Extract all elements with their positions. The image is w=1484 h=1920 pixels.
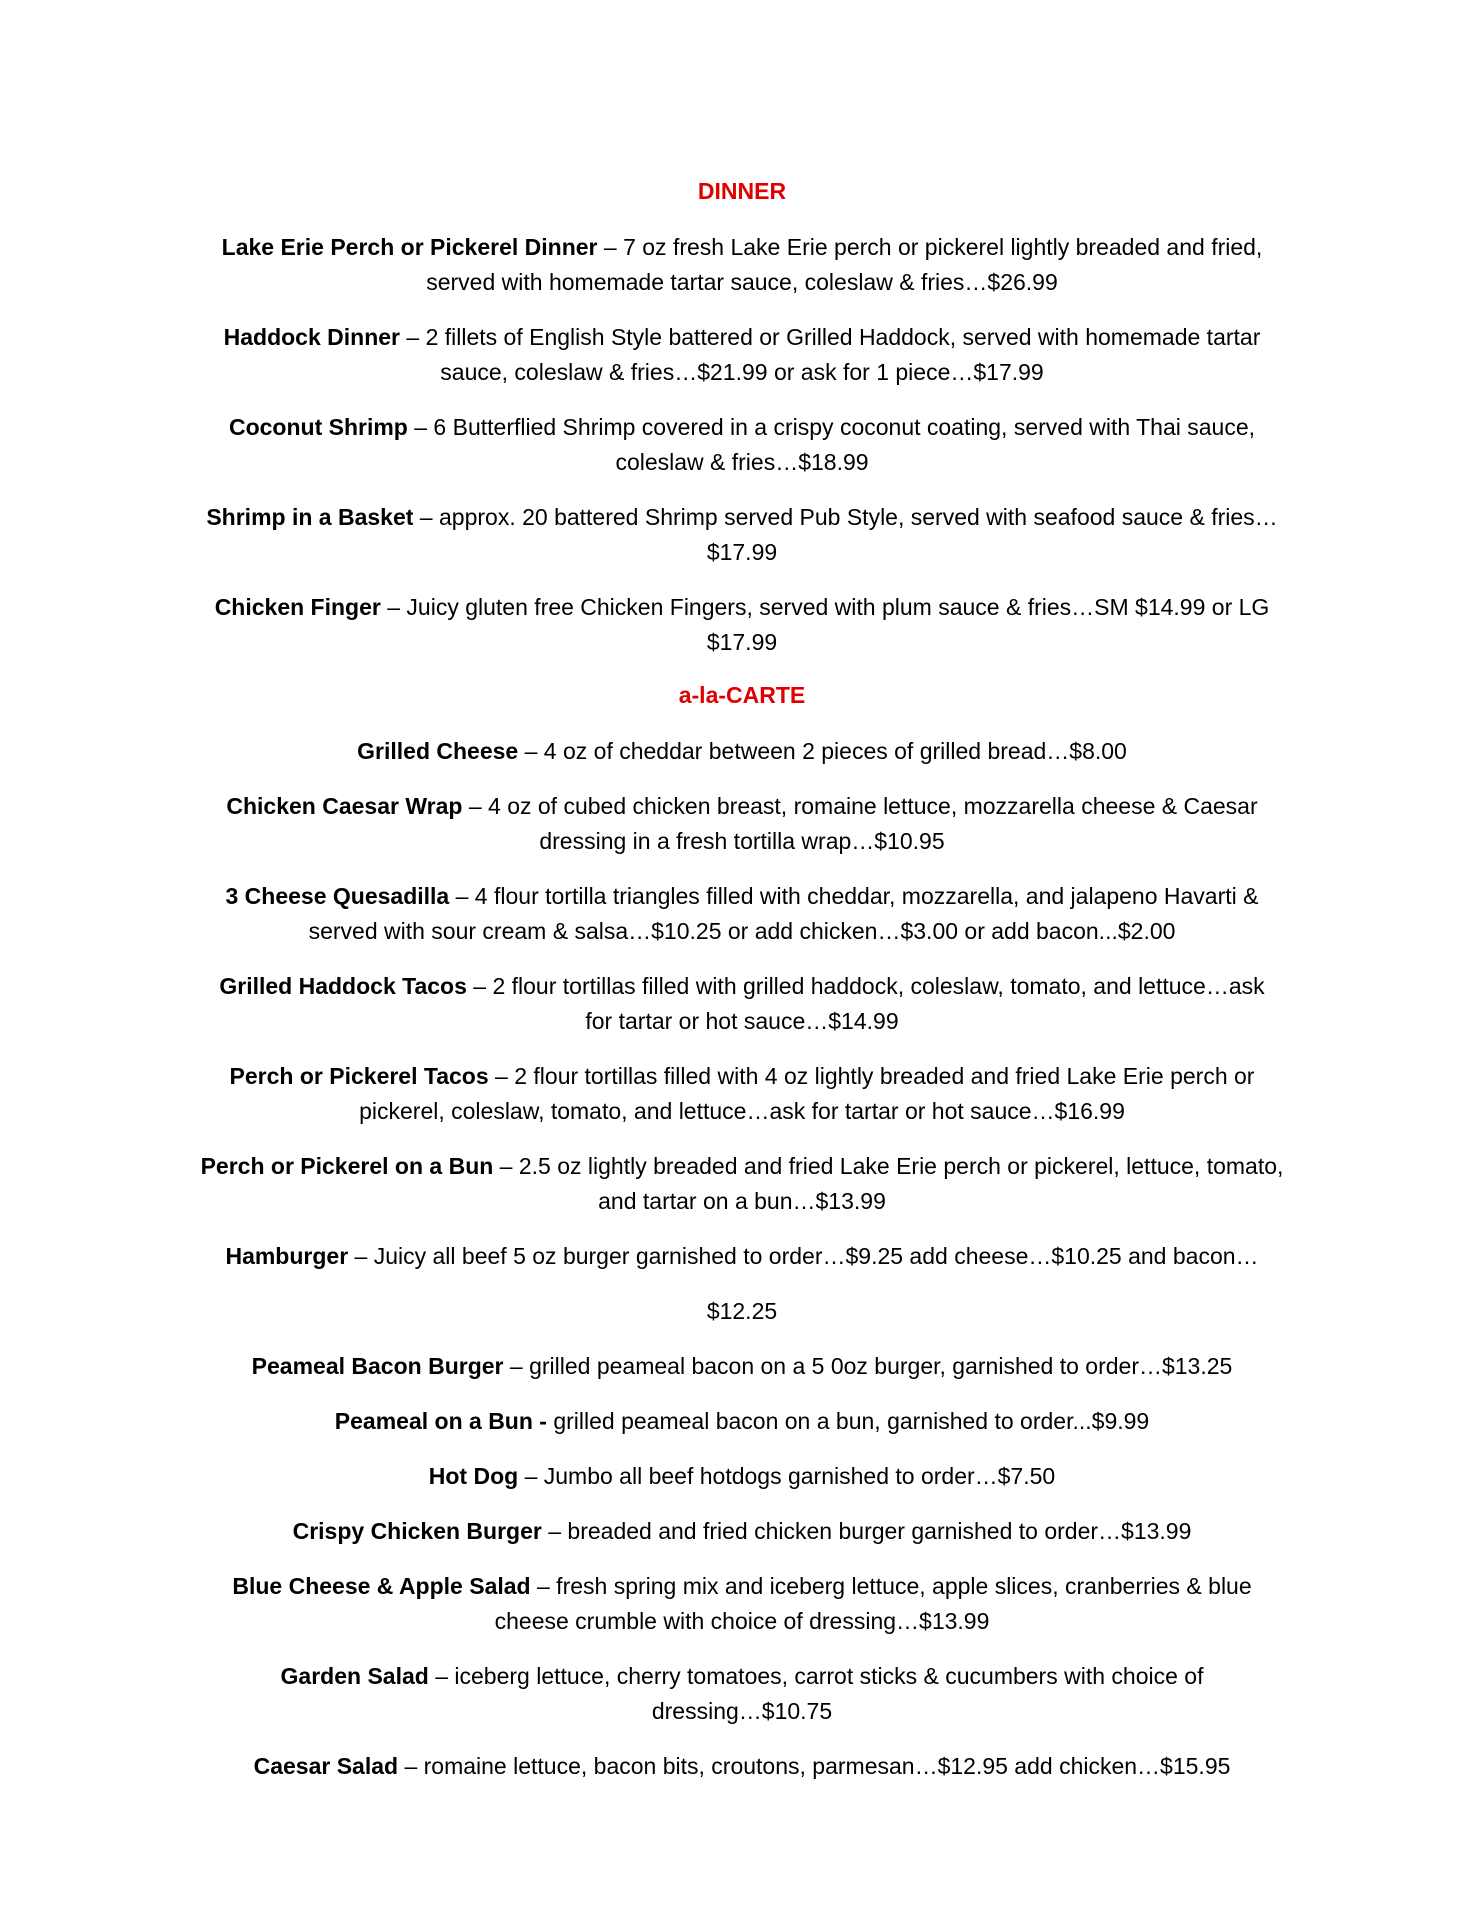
item-description: – approx. 20 battered Shrimp served Pub Style, served with seafood sauce & fries… xyxy=(413,504,1278,530)
item-line-2: $17.99 xyxy=(706,629,778,655)
menu-item-shrimp-in-a-basket xyxy=(170,500,1314,570)
item-description: – 7 oz fresh Lake Erie perch or pickerel lightly breaded and fried, xyxy=(597,234,1263,260)
item-name: Grilled Haddock Tacos xyxy=(219,973,467,999)
menu-item-blue-cheese-apple-salad xyxy=(170,1569,1314,1639)
item-description: – 4 oz of cubed chicken breast, romaine lettuce, mozzarella cheese & Caesar xyxy=(462,793,1258,819)
item-line-1 xyxy=(170,230,1314,265)
item-line-1 xyxy=(170,320,1314,355)
item-name: Chicken Caesar Wrap xyxy=(226,793,463,819)
item-line-1 xyxy=(170,1239,1314,1274)
item-line-1 xyxy=(170,1569,1314,1604)
menu-item-chicken-caesar-wrap xyxy=(170,789,1314,859)
item-line-2: coleslaw & fries…$18.99 xyxy=(615,449,869,475)
item-line-2: and tartar on a bun…$13.99 xyxy=(598,1188,886,1214)
menu-item-haddock-dinner xyxy=(170,320,1314,390)
dinner-heading: DINNER xyxy=(697,178,787,204)
item-name: Blue Cheese & Apple Salad xyxy=(232,1573,531,1599)
item-description: – Jumbo all beef hotdogs garnished to order…$7.50 xyxy=(518,1463,1056,1489)
item-name: Crispy Chicken Burger xyxy=(292,1518,542,1544)
item-description: – breaded and fried chicken burger garnished to order…$13.99 xyxy=(541,1518,1192,1544)
item-name: Peameal on a Bun - xyxy=(334,1408,547,1434)
item-name: Garden Salad xyxy=(280,1663,429,1689)
item-description: – 6 Butterflied Shrimp covered in a crispy coconut coating, served with Thai sauce, xyxy=(407,414,1256,440)
item-name: Coconut Shrimp xyxy=(228,414,408,440)
item-line-1 xyxy=(170,1459,1314,1494)
item-line-1 xyxy=(170,879,1314,914)
menu-item-hot-dog xyxy=(170,1459,1314,1494)
item-line-1 xyxy=(170,1059,1314,1094)
item-line-1 xyxy=(170,590,1314,625)
menu-item-crispy-chicken-burger xyxy=(170,1514,1314,1549)
menu-item-caesar-salad xyxy=(170,1749,1314,1784)
menu-item-peameal-bacon-burger xyxy=(170,1349,1314,1384)
menu-item-grilled-haddock-tacos xyxy=(170,969,1314,1039)
item-line-1 xyxy=(170,1349,1314,1384)
menu-item-chicken-finger xyxy=(170,590,1314,660)
item-line-1 xyxy=(170,734,1314,769)
item-name: Hamburger xyxy=(225,1243,349,1269)
item-line-2: dressing in a fresh tortilla wrap…$10.95 xyxy=(539,828,945,854)
item-line-2: sauce, coleslaw & fries…$21.99 or ask for 1 piece…$17.99 xyxy=(440,359,1044,385)
item-line-1 xyxy=(170,410,1314,445)
item-line-2: served with homemade tartar sauce, coleslaw & fries…$26.99 xyxy=(426,269,1058,295)
item-name: Chicken Finger xyxy=(214,594,381,620)
item-line-1 xyxy=(170,1149,1314,1184)
menu-item-hamburger xyxy=(170,1239,1314,1274)
menu-item-coconut-shrimp xyxy=(170,410,1314,480)
menu-item-perch-pickerel-on-a-bun xyxy=(170,1149,1314,1219)
menu-item-garden-salad xyxy=(170,1659,1314,1729)
item-line-1 xyxy=(170,789,1314,824)
item-description: – fresh spring mix and iceberg lettuce, apple slices, cranberries & blue xyxy=(530,1573,1252,1599)
item-line-1 xyxy=(170,969,1314,1004)
item-line-2: served with sour cream & salsa…$10.25 or add chicken…$3.00 or add bacon...$2.00 xyxy=(308,918,1176,944)
item-line-2: pickerel, coleslaw, tomato, and lettuce…ask for tartar or hot sauce…$16.99 xyxy=(359,1098,1125,1124)
item-line-1 xyxy=(170,1749,1314,1784)
item-name: Caesar Salad xyxy=(253,1753,399,1779)
menu-item-grilled-cheese xyxy=(170,734,1314,769)
menu-item-lake-erie-perch-dinner xyxy=(170,230,1314,300)
menu-item-perch-pickerel-tacos xyxy=(170,1059,1314,1129)
item-line-1 xyxy=(170,1659,1314,1694)
menu-item-3-cheese-quesadilla xyxy=(170,879,1314,949)
item-description: grilled peameal bacon on a bun, garnished to order...$9.99 xyxy=(546,1408,1150,1434)
item-name: Shrimp in a Basket xyxy=(206,504,414,530)
item-description: – romaine lettuce, bacon bits, croutons, parmesan…$12.95 add chicken…$15.95 xyxy=(398,1753,1231,1779)
item-description: – 2 flour tortillas filled with 4 oz lightly breaded and fried Lake Erie perch or xyxy=(488,1063,1255,1089)
item-line-2: for tartar or hot sauce…$14.99 xyxy=(585,1008,899,1034)
menu-item-peameal-on-a-bun xyxy=(170,1404,1314,1439)
item-name: Perch or Pickerel on a Bun xyxy=(200,1153,494,1179)
item-description: – 2.5 oz lightly breaded and fried Lake Erie perch or pickerel, lettuce, tomato, xyxy=(493,1153,1284,1179)
item-name: Grilled Cheese xyxy=(357,738,519,764)
item-description: – iceberg lettuce, cherry tomatoes, carrot sticks & cucumbers with choice of xyxy=(428,1663,1204,1689)
item-description: – 4 flour tortilla triangles filled with cheddar, mozzarella, and jalapeno Havarti & xyxy=(449,883,1259,909)
item-description: – 4 oz of cheddar between 2 pieces of grilled bread…$8.00 xyxy=(518,738,1127,764)
item-line-2: dressing…$10.75 xyxy=(651,1698,833,1724)
item-description: – Juicy gluten free Chicken Fingers, served with plum sauce & fries…SM $14.99 or LG xyxy=(380,594,1270,620)
item-line-2: $17.99 xyxy=(706,539,778,565)
alacarte-heading: a-la-CARTE xyxy=(678,682,806,708)
item-name: Haddock Dinner xyxy=(223,324,400,350)
item-name: Perch or Pickerel Tacos xyxy=(229,1063,489,1089)
item-line-1 xyxy=(170,1404,1314,1439)
item-line-1 xyxy=(170,500,1314,535)
item-name: Hot Dog xyxy=(428,1463,519,1489)
item-name: Lake Erie Perch or Pickerel Dinner xyxy=(221,234,598,260)
item-name: 3 Cheese Quesadilla xyxy=(225,883,450,909)
item-name: Peameal Bacon Burger xyxy=(251,1353,504,1379)
item-description: – grilled peameal bacon on a 5 0oz burger, garnished to order…$13.25 xyxy=(503,1353,1233,1379)
item-description: – Juicy all beef 5 oz burger garnished to order…$9.25 add cheese…$10.25 and bacon… xyxy=(348,1243,1259,1269)
item-description: – 2 flour tortillas filled with grilled haddock, coleslaw, tomato, and lettuce…ask xyxy=(466,973,1265,999)
item-description: – 2 fillets of English Style battered or Grilled Haddock, served with homemade tartar xyxy=(400,324,1261,350)
hamburger-bacon-price: $12.25 xyxy=(706,1298,778,1324)
item-line-1 xyxy=(170,1514,1314,1549)
item-line-2: cheese crumble with choice of dressing…$13.99 xyxy=(494,1608,990,1634)
